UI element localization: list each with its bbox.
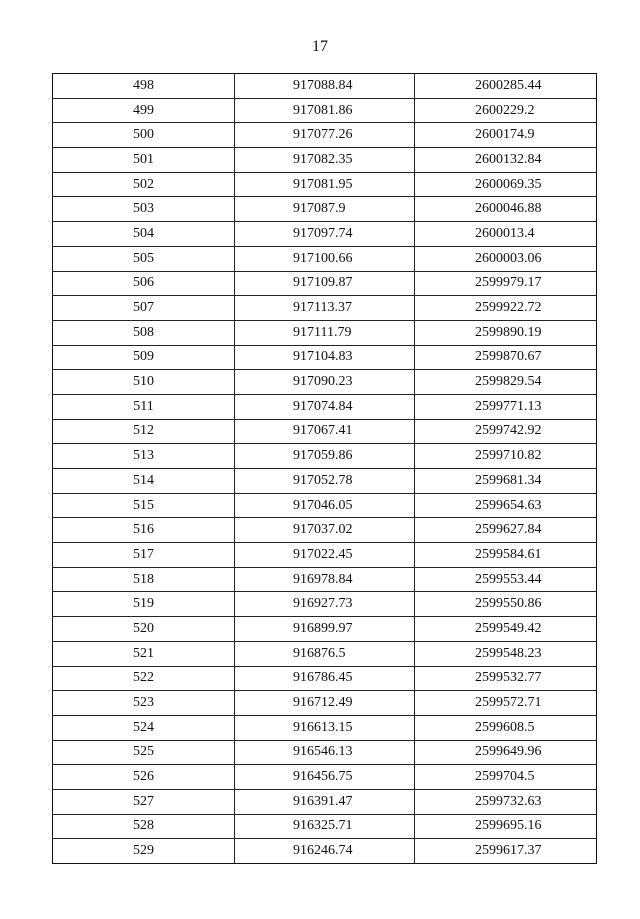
y-coordinate-cell: 2599890.19 xyxy=(415,320,597,345)
y-coordinate-cell: 2599829.54 xyxy=(415,370,597,395)
y-coordinate-cell: 2599649.96 xyxy=(415,740,597,765)
coordinate-table xyxy=(52,73,597,864)
y-coordinate-cell: 2600069.35 xyxy=(415,172,597,197)
point-number-cell: 529 xyxy=(53,839,235,864)
point-number-cell: 526 xyxy=(53,765,235,790)
point-number-cell: 512 xyxy=(53,419,235,444)
y-coordinate-cell: 2599584.61 xyxy=(415,543,597,568)
y-coordinate-cell: 2599617.37 xyxy=(415,839,597,864)
point-number-cell: 517 xyxy=(53,543,235,568)
table-row xyxy=(53,518,597,543)
x-coordinate-cell: 916246.74 xyxy=(235,839,415,864)
y-coordinate-cell: 2599608.5 xyxy=(415,715,597,740)
y-coordinate-cell: 2599548.23 xyxy=(415,641,597,666)
table-row xyxy=(53,765,597,790)
point-number-cell: 518 xyxy=(53,567,235,592)
x-coordinate-cell: 916899.97 xyxy=(235,617,415,642)
y-coordinate-cell: 2599553.44 xyxy=(415,567,597,592)
x-coordinate-cell: 917077.26 xyxy=(235,123,415,148)
table-row xyxy=(53,617,597,642)
table-body xyxy=(53,74,597,864)
table-row xyxy=(53,666,597,691)
x-coordinate-cell: 917081.95 xyxy=(235,172,415,197)
x-coordinate-cell: 917087.9 xyxy=(235,197,415,222)
y-coordinate-cell: 2599710.82 xyxy=(415,444,597,469)
table-row xyxy=(53,469,597,494)
y-coordinate-cell: 2599870.67 xyxy=(415,345,597,370)
x-coordinate-cell: 917111.79 xyxy=(235,320,415,345)
y-coordinate-cell: 2599627.84 xyxy=(415,518,597,543)
point-number-cell: 506 xyxy=(53,271,235,296)
x-coordinate-cell: 916546.13 xyxy=(235,740,415,765)
table-row xyxy=(53,814,597,839)
y-coordinate-cell: 2599695.16 xyxy=(415,814,597,839)
y-coordinate-cell: 2600046.88 xyxy=(415,197,597,222)
x-coordinate-cell: 916391.47 xyxy=(235,789,415,814)
table-row xyxy=(53,419,597,444)
x-coordinate-cell: 916325.71 xyxy=(235,814,415,839)
point-number-cell: 515 xyxy=(53,493,235,518)
point-number-cell: 525 xyxy=(53,740,235,765)
y-coordinate-cell: 2600174.9 xyxy=(415,123,597,148)
x-coordinate-cell: 917059.86 xyxy=(235,444,415,469)
table-row xyxy=(53,345,597,370)
table-row xyxy=(53,98,597,123)
y-coordinate-cell: 2599704.5 xyxy=(415,765,597,790)
table-row xyxy=(53,493,597,518)
y-coordinate-cell: 2599681.34 xyxy=(415,469,597,494)
x-coordinate-cell: 917022.45 xyxy=(235,543,415,568)
y-coordinate-cell: 2599549.42 xyxy=(415,617,597,642)
table-row xyxy=(53,641,597,666)
x-coordinate-cell: 917046.05 xyxy=(235,493,415,518)
x-coordinate-cell: 917109.87 xyxy=(235,271,415,296)
x-coordinate-cell: 917090.23 xyxy=(235,370,415,395)
x-coordinate-cell: 916927.73 xyxy=(235,592,415,617)
point-number-cell: 524 xyxy=(53,715,235,740)
table-row xyxy=(53,123,597,148)
table-row xyxy=(53,691,597,716)
table-row xyxy=(53,148,597,173)
table-row xyxy=(53,296,597,321)
point-number-cell: 505 xyxy=(53,246,235,271)
point-number-cell: 514 xyxy=(53,469,235,494)
point-number-cell: 507 xyxy=(53,296,235,321)
x-coordinate-cell: 917081.86 xyxy=(235,98,415,123)
point-number-cell: 499 xyxy=(53,98,235,123)
point-number-cell: 511 xyxy=(53,394,235,419)
x-coordinate-cell: 917074.84 xyxy=(235,394,415,419)
y-coordinate-cell: 2599550.86 xyxy=(415,592,597,617)
point-number-cell: 504 xyxy=(53,222,235,247)
y-coordinate-cell: 2599771.13 xyxy=(415,394,597,419)
x-coordinate-cell: 916786.45 xyxy=(235,666,415,691)
y-coordinate-cell: 2600285.44 xyxy=(415,74,597,99)
point-number-cell: 510 xyxy=(53,370,235,395)
table-row xyxy=(53,222,597,247)
table-row xyxy=(53,197,597,222)
table-row xyxy=(53,271,597,296)
x-coordinate-cell: 917104.83 xyxy=(235,345,415,370)
point-number-cell: 498 xyxy=(53,74,235,99)
table-row xyxy=(53,394,597,419)
point-number-cell: 516 xyxy=(53,518,235,543)
x-coordinate-cell: 917113.37 xyxy=(235,296,415,321)
point-number-cell: 528 xyxy=(53,814,235,839)
table-row xyxy=(53,74,597,99)
x-coordinate-cell: 916613.15 xyxy=(235,715,415,740)
point-number-cell: 513 xyxy=(53,444,235,469)
table-row xyxy=(53,543,597,568)
point-number-cell: 501 xyxy=(53,148,235,173)
table-row xyxy=(53,370,597,395)
y-coordinate-cell: 2600003.06 xyxy=(415,246,597,271)
y-coordinate-cell: 2599572.71 xyxy=(415,691,597,716)
x-coordinate-cell: 916876.5 xyxy=(235,641,415,666)
point-number-cell: 521 xyxy=(53,641,235,666)
y-coordinate-cell: 2599979.17 xyxy=(415,271,597,296)
x-coordinate-cell: 916978.84 xyxy=(235,567,415,592)
y-coordinate-cell: 2600132.84 xyxy=(415,148,597,173)
table-row xyxy=(53,789,597,814)
x-coordinate-cell: 917082.35 xyxy=(235,148,415,173)
table-row xyxy=(53,839,597,864)
point-number-cell: 503 xyxy=(53,197,235,222)
x-coordinate-cell: 917067.41 xyxy=(235,419,415,444)
table-row xyxy=(53,246,597,271)
table-row xyxy=(53,592,597,617)
table-row xyxy=(53,172,597,197)
point-number-cell: 519 xyxy=(53,592,235,617)
point-number-cell: 502 xyxy=(53,172,235,197)
x-coordinate-cell: 917037.02 xyxy=(235,518,415,543)
point-number-cell: 509 xyxy=(53,345,235,370)
x-coordinate-cell: 916712.49 xyxy=(235,691,415,716)
x-coordinate-cell: 917088.84 xyxy=(235,74,415,99)
point-number-cell: 522 xyxy=(53,666,235,691)
x-coordinate-cell: 917100.66 xyxy=(235,246,415,271)
table-row xyxy=(53,715,597,740)
table-row xyxy=(53,320,597,345)
x-coordinate-cell: 917097.74 xyxy=(235,222,415,247)
y-coordinate-cell: 2599654.63 xyxy=(415,493,597,518)
y-coordinate-cell: 2599922.72 xyxy=(415,296,597,321)
table-row xyxy=(53,740,597,765)
point-number-cell: 508 xyxy=(53,320,235,345)
table-row xyxy=(53,567,597,592)
page-number: 17 xyxy=(312,38,328,55)
x-coordinate-cell: 916456.75 xyxy=(235,765,415,790)
point-number-cell: 520 xyxy=(53,617,235,642)
point-number-cell: 527 xyxy=(53,789,235,814)
point-number-cell: 523 xyxy=(53,691,235,716)
y-coordinate-cell: 2599732.63 xyxy=(415,789,597,814)
point-number-cell: 500 xyxy=(53,123,235,148)
y-coordinate-cell: 2599532.77 xyxy=(415,666,597,691)
y-coordinate-cell: 2600229.2 xyxy=(415,98,597,123)
table-row xyxy=(53,444,597,469)
y-coordinate-cell: 2600013.4 xyxy=(415,222,597,247)
y-coordinate-cell: 2599742.92 xyxy=(415,419,597,444)
x-coordinate-cell: 917052.78 xyxy=(235,469,415,494)
